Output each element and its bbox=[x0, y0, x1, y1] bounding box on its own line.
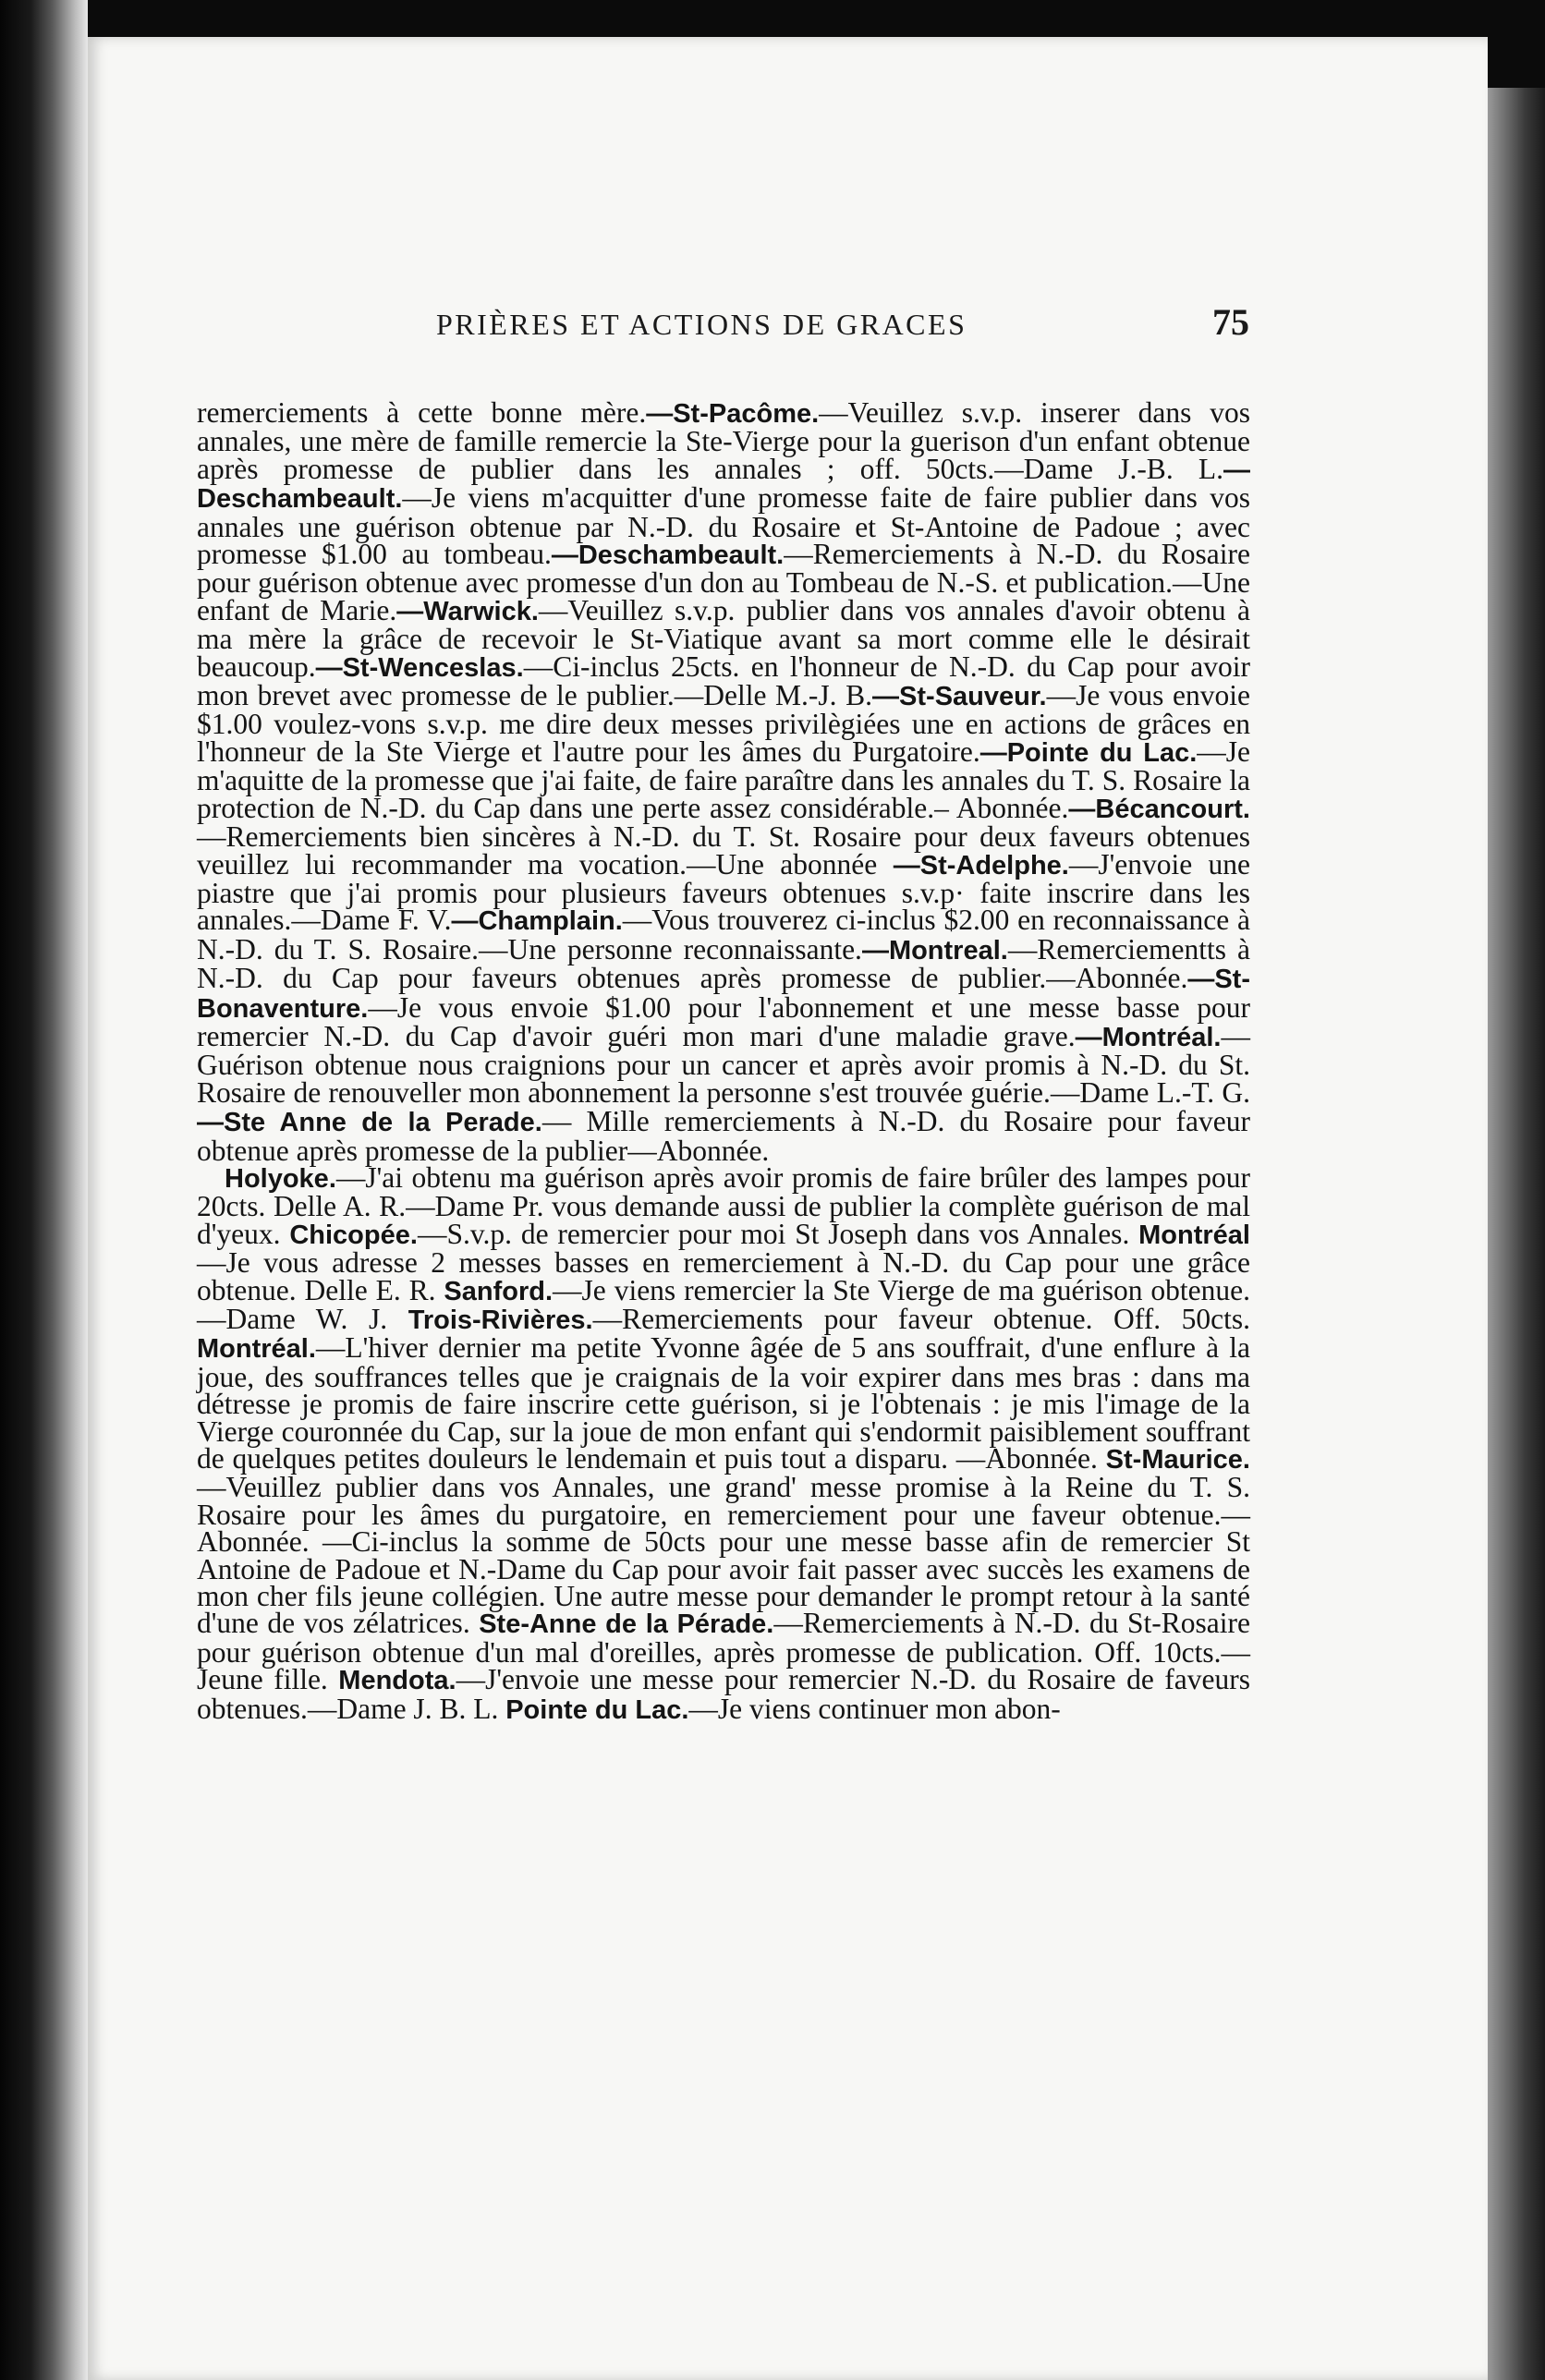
place-name: Ste-Anne de la Pérade. bbox=[479, 1609, 774, 1640]
page-body bbox=[197, 396, 1251, 1725]
body-text: —Je viens continuer mon abon- bbox=[688, 1692, 1061, 1725]
place-name: —St-Sauveur. bbox=[872, 682, 1047, 712]
body-text: —Veuillez s.v.p. inserer dans vos annales, une mère de famille remercie la Ste-Vierge pour la guerison d'un enfant obtenue après promesse de publier dans les annales ; off. 50cts.—Dame J.-B. L. bbox=[197, 396, 1250, 485]
body-text: —Remerciements à N.-D. du St-Rosaire pour guérison obtenue d'un mal d'oreilles, après promesse de publication. Off. 10cts.—Jeune fille. bbox=[197, 1607, 1250, 1696]
running-header bbox=[335, 300, 1249, 356]
place-name: —St-Wenceslas. bbox=[315, 652, 524, 683]
body-text: —Guérison obtenue nous craignions pour un cancer et après avoir promis à N.-D. du St. Rosaire de renouveller mon abonnement la personne s'est trouvée guérie.—Dame L.-T. G. bbox=[197, 1019, 1250, 1109]
body-text: —L'hiver dernier ma petite Yvonne âgée de 5 ans souffrait, d'une enflure à la joue, des souffrances telles que je craignais de la voir expirer dans mes bras : dans ma détresse je promis de faire inscrire cette guérison, si je l'obtenais : je mis l'image de la Vierge couronnée du Cap, sur la joue de mon enfant qui s'endormit paisiblement souffrant de quelques petites douleurs le lendemain et puis tout a disparu. —Abonnée. bbox=[197, 1331, 1250, 1475]
body-text: —Veuillez s.v.p. publier dans vos annales d'avoir obtenu à ma mère la grâce de recevoir le St-Viatique avant sa mort comme elle le désirait beaucoup. bbox=[197, 593, 1250, 683]
place-name: —Pointe du Lac. bbox=[979, 737, 1198, 768]
page-number: 75 bbox=[1212, 301, 1249, 343]
place-name: —Ste Anne de la Perade. bbox=[197, 1108, 542, 1138]
place-name: —Deschambeault. bbox=[197, 455, 1250, 515]
place-name: —Montreal. bbox=[861, 935, 1008, 965]
body-text: —Remerciementts à N.-D. du Cap pour faveurs obtenues après promesse de publier.—Abonnée. bbox=[197, 932, 1251, 995]
running-title: PRIÈRES ET ACTIONS DE GRACES bbox=[436, 308, 967, 341]
body-text: —Vous trouverez ci-inclus $2.00 en reconnaissance à N.-D. du T. S. Rosaire.—Une personne reconnaissante. bbox=[197, 904, 1251, 965]
place-name: —Champlain. bbox=[451, 906, 623, 937]
place-name: —Bécancourt. bbox=[1068, 794, 1250, 824]
body-text: —J'envoie une piastre que j'ai promis pour plusieurs faveurs obtenues s.v.p· faite inscrire dans les annales.—Dame F. V. bbox=[197, 847, 1251, 937]
body-text: —Remerciements pour faveur obtenue. Off. 50cts. bbox=[592, 1303, 1251, 1335]
body-text: —Je vous envoie $1.00 voulez-vons s.v.p. me dire deux messes privilègiées une en actions de grâces en l'honneur de la Ste Vierge et l'autre pour les âmes du Purgatoire. bbox=[197, 679, 1250, 768]
page-edge bbox=[1488, 88, 1545, 2380]
place-name: Trois-Rivières. bbox=[408, 1305, 593, 1335]
body-text: —Remerciements à N.-D. du Rosaire pour guérison obtenue avec promesse d'un don au Tombeau de N.-S. et publication.—Une enfant de Marie. bbox=[197, 538, 1250, 626]
body-text: —S.v.p. de remercier pour moi St Joseph dans vos Annales. bbox=[417, 1217, 1139, 1250]
place-name: Montréal bbox=[1138, 1220, 1250, 1250]
place-name: Holyoke. bbox=[225, 1163, 336, 1194]
place-name: St-Maurice. bbox=[1105, 1445, 1250, 1475]
body-text: —J'ai obtenu ma guérison après avoir promis de faire brûler des lampes pour 20cts. Delle A. R.—Dame Pr. vous demande aussi de publier la complète guérison de mal d'yeux. bbox=[197, 1160, 1250, 1250]
body-text: —Je viens remercier la Ste Vierge de ma guérison obtenue.—Dame W. J. bbox=[197, 1273, 1250, 1335]
place-name: —St-Bonaventure. bbox=[197, 965, 1250, 1024]
place-name: Montréal. bbox=[197, 1334, 316, 1365]
place-name: —Warwick. bbox=[396, 596, 539, 626]
place-name: —Montréal. bbox=[1075, 1022, 1222, 1052]
place-name: Mendota. bbox=[338, 1666, 456, 1696]
body-text: —J'envoie une messe pour remercier N.-D. du Rosaire de faveurs obtenues.—Dame J. B. L. bbox=[197, 1663, 1250, 1725]
body-text: —Veuillez publier dans vos Annales, une grand' messe promise à la Reine du T. S. Rosaire pour les âmes du purgatoire, en remerciement pour une faveur obtenue.—Abonnée. —Ci-inclus la somme de 50cts pour une messe basse afin de remercier St Antoine de Padoue et N.-Dame du Cap pour avoir fait passer avec succès les examens de mon cher fils jeune collégien. Une autre messe pour demander le prompt retour à la santé d'une de vos zélatrices. bbox=[197, 1471, 1250, 1640]
body-text: —Je viens m'acquitter d'une promesse faite de faire publier dans vos annales une guérison obtenue par N.-D. du Rosaire et St-Antoine de Padoue ; avec promesse $1.00 au tombeau. bbox=[197, 481, 1250, 571]
place-name: —St-Adelphe. bbox=[877, 850, 1069, 880]
body-text: —Je vous adresse 2 messes basses en remerciement à N.-D. du Cap pour une grâce obtenue. Delle E. R. bbox=[197, 1246, 1250, 1306]
body-text: —Je vous envoie $1.00 pour l'abonnement et une messe basse pour remercier N.-D. du Cap d'avoir guéri mon mari d'une maladie grave. bbox=[197, 990, 1250, 1052]
place-name: Sanford. bbox=[444, 1276, 554, 1306]
body-text: — Mille remerciements à N.-D. du Rosaire pour faveur obtenue après promesse de la publier—Abonnée. bbox=[197, 1105, 1250, 1167]
place-name: —Deschambeault. bbox=[551, 540, 785, 571]
body-text: —Je m'aquitte de la promesse que j'ai faite, de faire paraître dans les annales du T. S. Rosaire la protection de N.-D. du Cap dans une perte assez considérable.– Abonnée. bbox=[197, 735, 1251, 824]
paragraph bbox=[197, 396, 1251, 1167]
body-text: —Remerciements bien sincères à N.-D. du T. St. Rosaire pour deux faveurs obtenues veuillez lui recommander ma vocation.—Une abonnée bbox=[197, 820, 1250, 880]
body-text: —Ci-inclus 25cts. en l'honneur de N.-D. du Cap pour avoir mon brevet avec promesse de le publier.—Delle M.-J. B. bbox=[197, 650, 1250, 712]
place-name: —St-Pacôme. bbox=[646, 399, 820, 429]
body-text: remerciements à cette bonne mère. bbox=[197, 396, 647, 429]
place-name: Chicopée. bbox=[289, 1220, 418, 1250]
paragraph bbox=[197, 1160, 1251, 1725]
book-spine-shadow bbox=[0, 0, 88, 2380]
place-name: Pointe du Lac. bbox=[505, 1694, 689, 1725]
